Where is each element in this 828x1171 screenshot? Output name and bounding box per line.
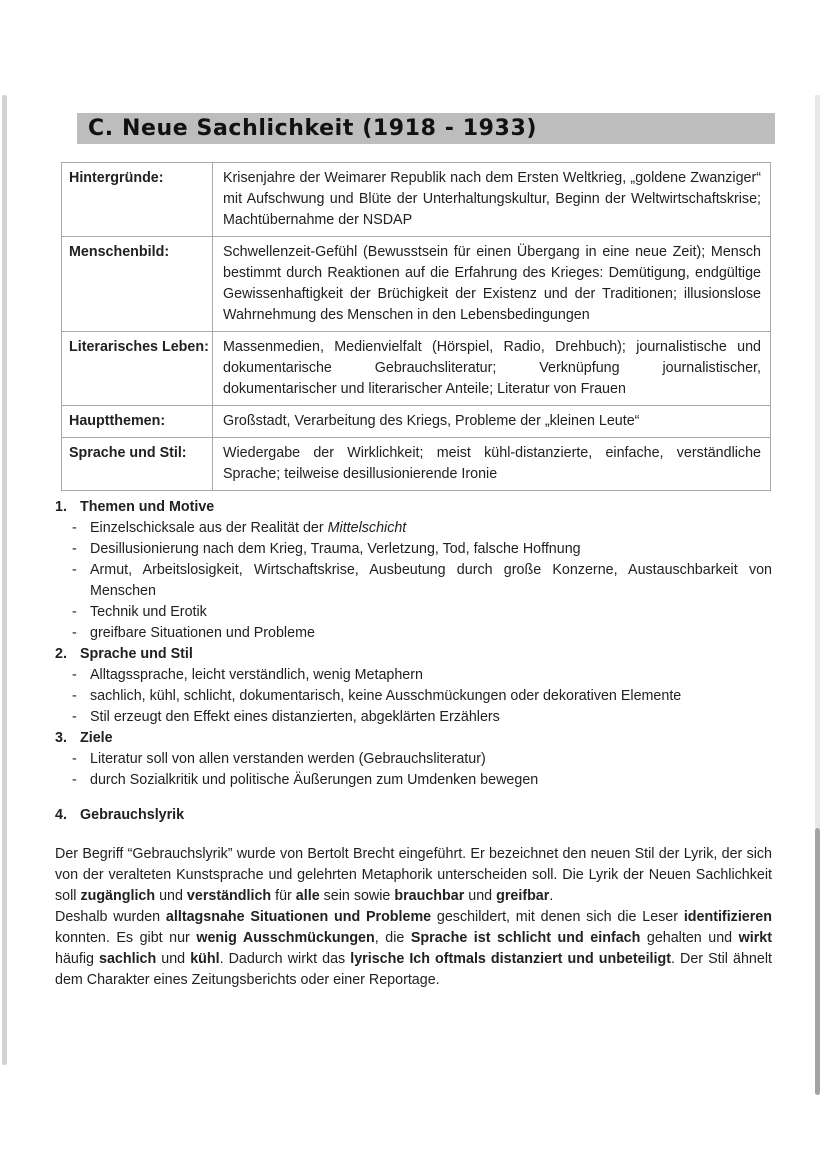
list-item-text (90, 562, 772, 599)
text-segment: gehalten und (640, 930, 739, 946)
dash-bullet: - (72, 520, 77, 536)
dash-bullet: - (72, 751, 77, 767)
text-segment: , die (374, 930, 411, 946)
list-item-text (90, 541, 581, 557)
text-segment: Einzelschicksale aus der Realität der (90, 520, 328, 536)
text-segment: alle (295, 888, 320, 904)
table-row (62, 332, 771, 406)
row-content (213, 163, 771, 237)
text-segment: Sprache ist schlicht und einfach (410, 930, 641, 946)
text-segment: zugänglich (80, 888, 156, 904)
text-segment: konnten. Es gibt nur (55, 930, 197, 946)
text-segment: und (156, 951, 191, 967)
text-segment: . Der Stil ähnelt dem Charakter eines Zeitungsberichts oder einer Reportage. (55, 951, 772, 988)
text-segment: Desillusionierung nach dem Krieg, Trauma, Verletzung, Tod, falsche Hoffnung (90, 541, 581, 557)
text-segment: lyrische Ich oftmals distanziert und unbeteiligt (350, 951, 671, 967)
text-segment: sachlich (99, 951, 157, 967)
table-row (62, 163, 771, 237)
list-item (55, 665, 772, 686)
section-heading: Themen und Motive (80, 499, 215, 515)
text-segment: und (464, 888, 497, 904)
row-label: Menschenbild: (62, 237, 213, 332)
text-segment: verständlich (186, 888, 272, 904)
list-item (55, 686, 772, 707)
text-segment: Schwellenzeit-Gefühl (Bewusstsein für einen Übergang in eine neue Zeit); Mensch bestimmt durch Reaktionen auf die Erfahrung des Krieges: Demütigung, endgültige Gewissenhaftigkeit der Brüchigkeit der Existenz und der Traditionen; illusionslose Wahrnehmung des Menschen in den Lebensbedingungen (223, 244, 761, 323)
text-segment: greifbare Situationen und Probleme (90, 625, 315, 641)
list-item-text (90, 751, 486, 767)
text-segment: Stil erzeugt den Effekt eines distanzierten, abgeklärten Erzählers (90, 709, 500, 725)
text-segment: brauchbar (394, 888, 465, 904)
section-title-bar (77, 113, 775, 144)
list-item-text (90, 709, 500, 725)
list-item (55, 539, 772, 560)
section-heading-row (55, 728, 772, 749)
list-item-text (90, 667, 423, 683)
section-heading: Sprache und Stil (80, 646, 193, 662)
text-segment: . Dadurch wirkt das (219, 951, 351, 967)
dash-bullet: - (72, 709, 77, 725)
list-item (55, 518, 772, 539)
numbered-sections (55, 497, 772, 791)
list-item-text (90, 520, 406, 536)
paragraph (55, 844, 772, 907)
section-heading-row (55, 644, 772, 665)
text-segment: Armut, Arbeitslosigkeit, Wirtschaftskrise, Ausbeutung durch große Konzerne, Austauschbarkeit von Menschen (90, 562, 772, 599)
list-item-text (90, 772, 538, 788)
row-label: Hauptthemen: (62, 406, 213, 438)
text-segment: identifizieren (683, 909, 772, 925)
list-item (55, 560, 772, 602)
list-item (55, 770, 772, 791)
section-4-heading (55, 805, 772, 826)
list-item (55, 602, 772, 623)
section-number: 1. (55, 499, 67, 515)
text-segment: für (271, 888, 296, 904)
scrollbar-track[interactable] (815, 95, 820, 828)
list-item (55, 707, 772, 728)
text-segment: Krisenjahre der Weimarer Republik nach dem Ersten Weltkrieg, „goldene Zwanziger“ mit Aufschwung und Blüte der Unterhaltungskultur, Beginn der Weltwirtschaftskrise; Machtübernahme der NSDAP (223, 170, 761, 228)
text-segment: sachlich, kühl, schlicht, dokumentarisch, keine Ausschmückungen oder dekorativen Elemente (90, 688, 682, 704)
list-item (55, 749, 772, 770)
text-segment: durch Sozialkritik und politische Äußerungen zum Umdenken bewegen (90, 772, 539, 788)
row-content (213, 406, 771, 438)
row-content (213, 237, 771, 332)
section-heading-row (55, 497, 772, 518)
text-segment: häufig (55, 951, 100, 967)
list-item-text (90, 625, 315, 641)
text-segment: Technik und Erotik (90, 604, 207, 620)
text-segment: kühl (190, 951, 220, 967)
section-heading: Ziele (80, 730, 113, 746)
section-heading: Gebrauchslyrik (80, 807, 185, 823)
table-row (62, 406, 771, 438)
row-label: Literarisches Leben: (62, 332, 213, 406)
row-content (213, 438, 771, 491)
page-left-edge (2, 95, 7, 1065)
text-segment: . (549, 888, 554, 904)
dash-bullet: - (72, 604, 77, 620)
text-segment: Wiedergabe der Wirklichkeit; meist kühl-distanzierte, einfache, verständliche Sprache; teilweise desillusionierende Ironie (223, 445, 761, 482)
section-title: C. Neue Sachlichkeit (1918 - 1933) (88, 116, 538, 141)
dash-bullet: - (72, 562, 77, 578)
dash-bullet: - (72, 688, 77, 704)
row-content (213, 332, 771, 406)
closing-paragraphs (55, 844, 772, 991)
list-item (55, 623, 772, 644)
text-segment: Deshalb wurden (55, 909, 166, 925)
text-segment: Mittelschicht (327, 520, 407, 536)
dash-bullet: - (72, 772, 77, 788)
row-label: Sprache und Stil: (62, 438, 213, 491)
dash-bullet: - (72, 667, 77, 683)
text-segment: Literatur soll von allen verstanden werden (Gebrauchsliteratur) (90, 751, 486, 767)
table-row (62, 438, 771, 491)
text-segment: sein sowie (319, 888, 395, 904)
text-segment: Großstadt, Verarbeitung des Kriegs, Probleme der „kleinen Leute“ (223, 413, 640, 429)
text-segment: Alltagssprache, leicht verständlich, wenig Metaphern (90, 667, 423, 683)
text-segment: Massenmedien, Medienvielfalt (Hörspiel, Radio, Drehbuch); journalistische und dokumentarische Gebrauchsliteratur; Verknüpfung journalistischer, dokumentarischer und literarischer Anteile; Literatur von Frauen (223, 339, 761, 397)
text-segment: Der Begriff “Gebrauchslyrik” wurde von Bertolt Brecht eingeführt. Er bezeichnet den neuen Stil der Lyrik, der sich von der veralteten Kunstsprache und gelehrten Metaphorik unterscheiden soll. Die Lyrik der Neuen Sachlichkeit soll (55, 846, 772, 904)
section-number: 3. (55, 730, 67, 746)
body-text (55, 489, 772, 991)
text-segment: und (155, 888, 187, 904)
section-number: 4. (55, 807, 67, 823)
paragraph (55, 907, 772, 991)
text-segment: alltagsnahe Situationen und Probleme (165, 909, 432, 925)
row-label: Hintergründe: (62, 163, 213, 237)
dash-bullet: - (72, 625, 77, 641)
text-segment: geschildert, mit denen sich die Leser (431, 909, 684, 925)
list-item-text (90, 604, 207, 620)
text-segment: wirkt (738, 930, 773, 946)
overview-table (61, 162, 771, 491)
list-item-text (90, 688, 681, 704)
text-segment: wenig Ausschmückungen (196, 930, 375, 946)
section-number: 2. (55, 646, 67, 662)
scrollbar-thumb[interactable] (815, 828, 820, 1095)
table-row (62, 237, 771, 332)
text-segment: greifbar (496, 888, 550, 904)
dash-bullet: - (72, 541, 77, 557)
